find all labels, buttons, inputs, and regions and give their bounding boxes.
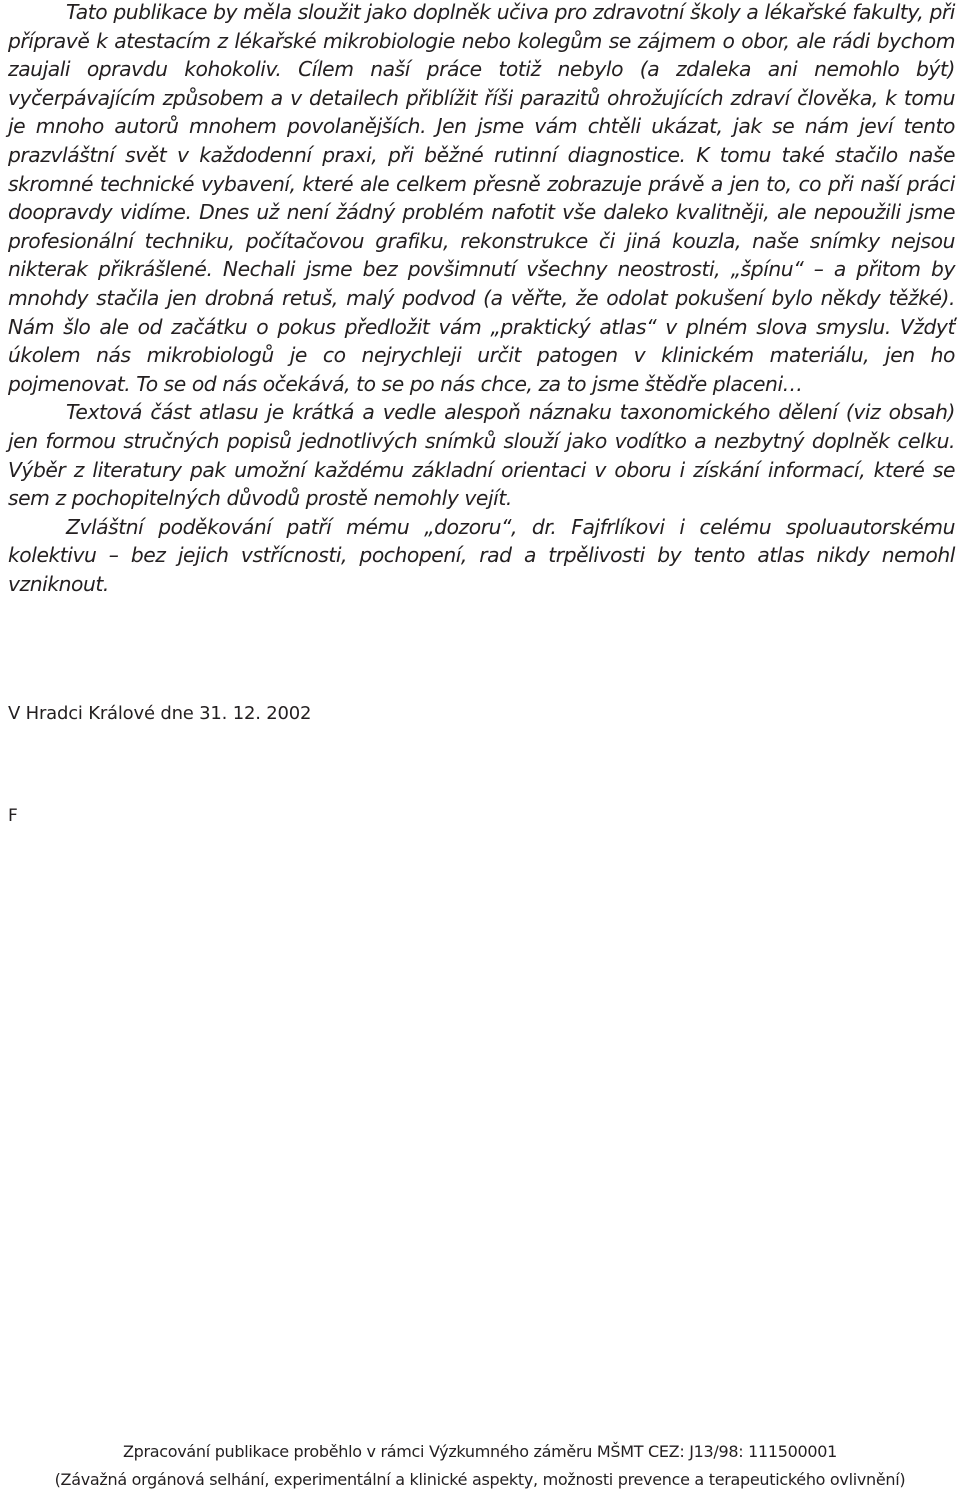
paragraph-text-section: Textová část atlasu je krátká a vedle alespoň náznaku taxonomického dělení (viz obsah) jen formou stručných popisů jednotlivých snímků slouží jako vodítko a nezbytný doplněk celku. Výběr z literatury pak umožní každému základní orientaci v oboru i získání informací, které se sem z pochopitelných důvodů prostě nemohly vejít. <box>8 400 955 511</box>
footer-line-1: Zpracování publikace proběhlo v rámci Výzkumného záměru MŠMT CEZ: J13/98: 111500001 <box>122 1442 838 1461</box>
footer-note <box>0 1438 960 1494</box>
paragraph-intro: Tato publikace by měla sloužit jako doplněk učiva pro zdravotní školy a lékařské fakulty, při přípravě k atestacím z lékařské mikrobiologie nebo kolegům se zájmem o obor, ale rádi bychom zaujali opravdu kohokoliv. Cílem naší práce totiž nebylo (a zdaleka ani nemohlo být) vyčerpávajícím způsobem a v detailech přiblížit říši parazitů ohrožujících zdraví člověka, k tomu je mnoho autorů mnohem povolanějších. Jen jsme vám chtěli ukázat, jak se nám jeví tento prazvláštní svět v každodenní praxi, při běžné rutinní diagnostice. K tomu také stačilo naše skromné technické vybavení, které ale celkem přesně zobrazuje právě a jen to, co při naší práci doopravdy vidíme. Dnes už není žádný problém nafotit vše daleko kvalitněji, ale nepoužili jsme profesionální techniku, počítačovou grafiku, rekonstrukce či jiná kouzla, naše snímky nejsou nikterak přikrášlené. Nechali jsme bez povšimnutí všechny neostrosti, „špínu“ – a přitom by mnohdy stačila jen drobná retuš, malý podvod (a věřte, že odolat pokušení bylo někdy těžké). Nám šlo ale od začátku o pokus předložit vám „praktický atlas“ v plném slova smyslu. Vždyť úkolem nás mikrobiologů je co nejrychleji určit patogen v klinickém materiálu, jen ho pojmenovat. To se od nás očekává, to se po nás chce, za to jsme štědře placeni… <box>8 0 955 396</box>
footer-line-2: (Závažná orgánová selhání, experimentální a klinické aspekty, možnosti prevence a terapeutického ovlivnění) <box>54 1470 906 1489</box>
preface-body <box>8 0 955 598</box>
paragraph-acknowledgements: Zvláštní poděkování patří mému „dozoru“, dr. Fajfrlíkovi i celému spoluautorskému kolektivu – bez jejich vstřícnosti, pochopení, rad a trpělivosti by tento atlas nikdy nemohl vzniknout. <box>8 514 955 596</box>
signature-initial: F <box>8 806 18 826</box>
place-and-date: V Hradci Králové dne 31. 12. 2002 <box>8 703 312 724</box>
